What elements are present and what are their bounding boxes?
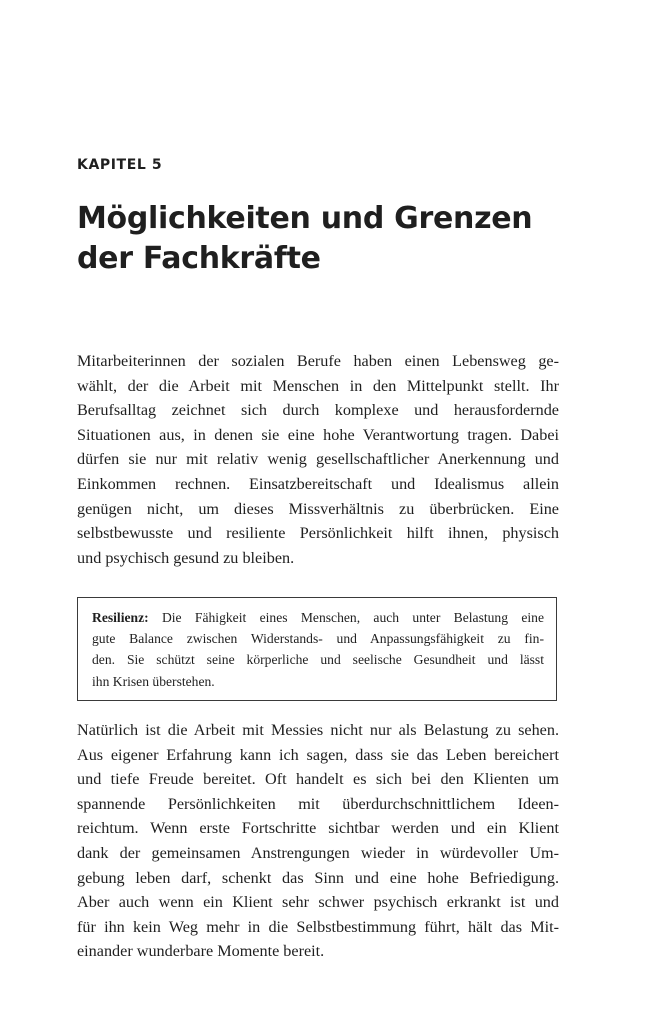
paragraph-line: dank der gemeinsamen Anstrengungen wieder in würdevoller Um- [77, 843, 559, 862]
definition-line [92, 607, 544, 628]
chapter-label: KAPITEL 5 [77, 157, 163, 173]
definition-first-line-text: Die Fähigkeit eines Menschen, auch unter Belastung eine [148, 610, 544, 625]
paragraph-line: und tiefe Freude bereitet. Oft handelt es sich bei den Klienten um [77, 770, 559, 789]
paragraph-line: reichtum. Wenn erste Fortschritte sichtbar werden und ein Klient [77, 819, 559, 838]
paragraph-line: genügen nicht, um dieses Missverhältnis zu überbrücken. Eine [77, 499, 559, 518]
paragraph-line: Berufsalltag zeichnet sich durch komplexe und herausfordernde [77, 401, 559, 420]
definition-text [92, 607, 544, 692]
paragraph-line: Aber auch wenn ein Klient sehr schwer psychisch erkrankt ist und [77, 893, 559, 912]
definition-line: ihn Krisen überstehen. [92, 673, 215, 689]
paragraph-line: gebung leben darf, schenkt das Sinn und eine hohe Befriedigung. [77, 868, 559, 887]
chapter-title-line: der Fachkräfte [77, 241, 321, 276]
paragraph-line: Einkommen rechnen. Einsatzbereitschaft und Idealismus allein [77, 474, 559, 493]
paragraph-line: Mitarbeiterinnen der sozialen Berufe haben einen Lebensweg ge- [77, 352, 559, 370]
paragraph-line: spannende Persönlichkeiten mit überdurchschnittlichem Ideen- [77, 794, 559, 813]
paragraph-line: Situationen aus, in denen sie eine hohe Verantwortung tragen. Dabei [77, 425, 559, 444]
definition-line: gute Balance zwischen Widerstands- und Anpassungsfähigkeit zu fin- [92, 631, 544, 647]
definition-line: den. Sie schützt seine körperliche und seelische Gesundheit und lässt [92, 652, 544, 668]
chapter-title-line: Möglichkeiten und Grenzen [77, 201, 533, 236]
paragraph-line: Natürlich ist die Arbeit mit Messies nicht nur als Belastung zu sehen. [77, 721, 559, 739]
intro-paragraph [77, 349, 559, 570]
definition-box [77, 597, 557, 701]
paragraph-line: wählt, der die Arbeit mit Menschen in den Mittelpunkt stellt. Ihr [77, 376, 559, 395]
paragraph-line: dürfen sie nur mit relativ wenig gesellschaftlicher Anerkennung und [77, 450, 559, 469]
paragraph-line: Aus eigener Erfahrung kann ich sagen, dass sie das Leben bereichert [77, 745, 559, 764]
second-paragraph [77, 718, 559, 964]
paragraph-line: einander wunderbare Momente bereit. [77, 942, 325, 961]
paragraph-line: selbstbewusste und resiliente Persönlichkeit hilft ihnen, physisch [77, 524, 559, 543]
chapter-title [77, 199, 559, 279]
paragraph-line: und psychisch gesund zu bleiben. [77, 548, 295, 567]
paragraph-line: für ihn kein Weg mehr in die Selbstbestimmung führt, hält das Mit- [77, 917, 559, 936]
definition-term: Resilienz: [92, 610, 149, 625]
